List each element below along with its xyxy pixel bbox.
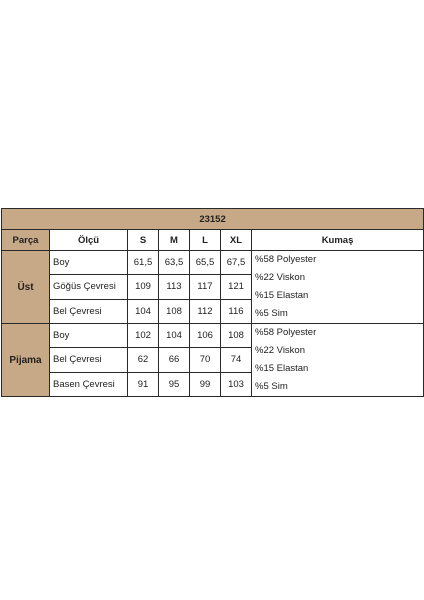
value-cell: 112: [190, 299, 221, 323]
value-cell: 104: [128, 299, 159, 323]
measure-label: Boy: [50, 251, 128, 275]
value-cell: 102: [128, 324, 159, 348]
fabric-line: %22 Viskon: [255, 272, 305, 283]
value-cell: 116: [221, 299, 252, 323]
measure-label: Bel Çevresi: [50, 299, 128, 323]
value-cell: 66: [159, 348, 190, 372]
table-row: [2, 324, 424, 348]
header-size-m: M: [159, 230, 190, 251]
value-cell: 99: [190, 372, 221, 396]
fabric-line: %15 Elastan: [255, 290, 309, 301]
fabric-line: %22 Viskon: [255, 345, 305, 356]
fabric-line: %15 Elastan: [255, 363, 309, 374]
header-row: [2, 230, 424, 251]
fabric-line: %5 Sim: [255, 308, 288, 319]
value-cell: 91: [128, 372, 159, 396]
measure-label: Basen Çevresi: [50, 372, 128, 396]
value-cell: 104: [159, 324, 190, 348]
value-cell: 113: [159, 275, 190, 299]
value-cell: 108: [221, 324, 252, 348]
measure-label: Göğüs Çevresi: [50, 275, 128, 299]
header-size-xl: XL: [221, 230, 252, 251]
header-size-s: S: [128, 230, 159, 251]
section-label-pijama: Pijama: [2, 324, 50, 397]
fabric-line: %5 Sim: [255, 381, 288, 392]
fabric-line: %58 Polyester: [255, 254, 317, 265]
header-olcu: Ölçü: [50, 230, 128, 251]
value-cell: 61,5: [128, 251, 159, 275]
value-cell: 121: [221, 275, 252, 299]
value-cell: 63,5: [159, 251, 190, 275]
header-kumas: Kumaş: [252, 230, 424, 251]
value-cell: 62: [128, 348, 159, 372]
size-chart-sheet: [0, 208, 424, 397]
measure-label: Bel Çevresi: [50, 348, 128, 372]
measure-label: Boy: [50, 324, 128, 348]
value-cell: 108: [159, 299, 190, 323]
title-row: [2, 209, 424, 230]
value-cell: 70: [190, 348, 221, 372]
header-size-l: L: [190, 230, 221, 251]
value-cell: 109: [128, 275, 159, 299]
value-cell: 65,5: [190, 251, 221, 275]
value-cell: 106: [190, 324, 221, 348]
fabric-composition-pijama: [252, 324, 424, 397]
value-cell: 95: [159, 372, 190, 396]
header-parca: Parça: [2, 230, 50, 251]
size-chart-table: [1, 208, 424, 397]
table-title: 23152: [2, 209, 424, 230]
fabric-line: %58 Polyester: [255, 327, 317, 338]
section-label-ust: Üst: [2, 251, 50, 324]
value-cell: 67,5: [221, 251, 252, 275]
value-cell: 103: [221, 372, 252, 396]
value-cell: 117: [190, 275, 221, 299]
table-row: [2, 251, 424, 275]
value-cell: 74: [221, 348, 252, 372]
fabric-composition-ust: [252, 251, 424, 324]
